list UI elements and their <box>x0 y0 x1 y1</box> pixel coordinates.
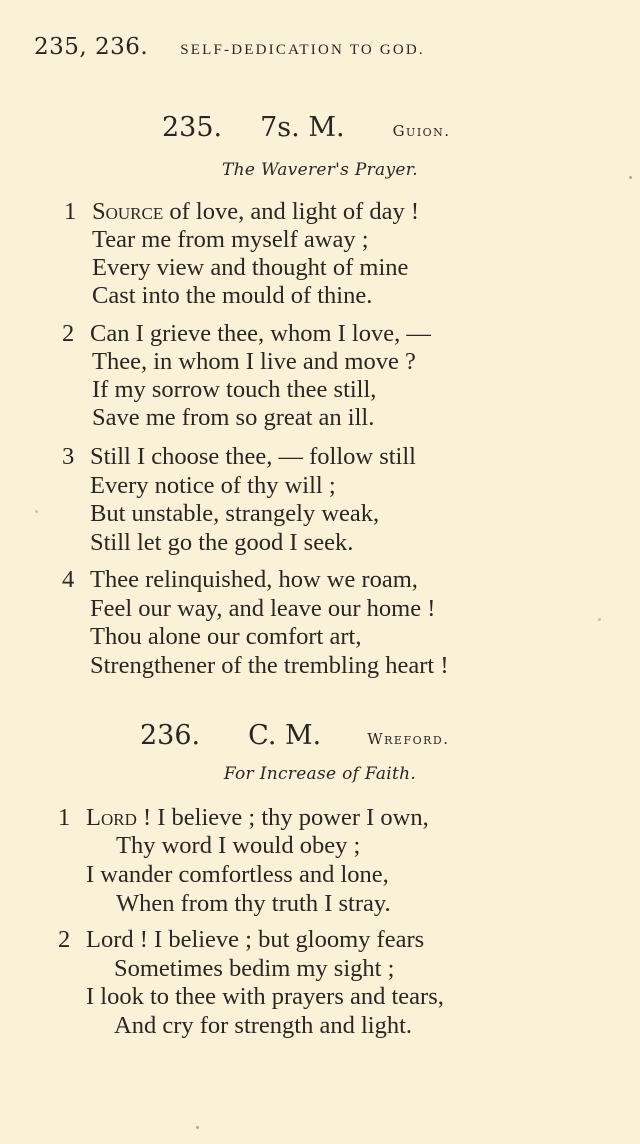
verse-line: Thou alone our comfort art, <box>90 623 362 650</box>
paper-speck <box>35 510 38 513</box>
verse-line: When from thy truth I stray. <box>116 890 391 917</box>
verse-number: 1 <box>64 198 77 225</box>
verse-line <box>92 198 419 225</box>
verse-line: Save me from so great an ill. <box>92 404 375 431</box>
verse-line: Can I grieve thee, whom I love, — <box>90 320 431 347</box>
verse-number: 2 <box>62 320 75 347</box>
running-head <box>34 34 600 60</box>
verse-line: And cry for strength and light. <box>114 1012 413 1039</box>
verse-line: I look to thee with prayers and tears, <box>86 983 444 1010</box>
verse-line: Thee, in whom I live and move ? <box>92 348 416 375</box>
hymn-meter: 7s. M. <box>260 112 345 143</box>
verse-line: Thee relinquished, how we roam, <box>90 566 418 593</box>
verse-line: But unstable, strangely weak, <box>90 500 380 527</box>
hymn-236-subtitle: For Increase of Faith. <box>223 764 417 784</box>
verse-number: 3 <box>62 443 75 470</box>
paper-speck <box>629 176 632 179</box>
verse-line <box>86 804 429 831</box>
hymn-235-subtitle: The Waverer's Prayer. <box>222 160 418 180</box>
hymn-tune: Wreford. <box>367 730 450 748</box>
verse-number: 1 <box>58 804 71 831</box>
verse-number: 2 <box>58 926 71 953</box>
verse-line: If my sorrow touch thee still, <box>92 376 377 403</box>
paper-speck <box>598 618 601 621</box>
verse-line: Sometimes bedim my sight ; <box>114 955 395 982</box>
verse-line: Feel our way, and leave our home ! <box>90 595 436 622</box>
verse-line: Strengthener of the trembling heart ! <box>90 652 449 679</box>
hymn-number: 236. <box>140 720 201 751</box>
hymn-number: 235. <box>162 112 223 143</box>
hymn-235-header <box>162 112 451 143</box>
verse-line: Lord ! I believe ; but gloomy fears <box>86 926 425 953</box>
verse-line: Still let go the good I seek. <box>90 529 354 556</box>
first-line-rest: ! I believe ; thy power I own, <box>136 804 429 831</box>
verse-line: Every view and thought of mine <box>92 254 409 281</box>
verse-line: Cast into the mould of thine. <box>92 282 373 309</box>
verse-line: Every notice of thy will ; <box>90 472 336 499</box>
hymn-meter: C. M. <box>248 720 322 751</box>
running-head-numbers: 235, 236. <box>34 34 149 60</box>
first-word: Source <box>92 198 164 225</box>
verse-line: Thy word I would obey ; <box>116 832 361 859</box>
hymn-236-header <box>140 720 449 751</box>
first-line-rest: of love, and light of day ! <box>163 198 420 225</box>
paper-speck <box>196 1126 199 1129</box>
running-head-title: SELF-DEDICATION TO GOD. <box>180 42 425 58</box>
verse-line: I wander comfortless and lone, <box>86 861 389 888</box>
hymn-tune: Guion. <box>392 122 451 140</box>
verse-line: Tear me from myself away ; <box>92 226 369 253</box>
verse-number: 4 <box>62 566 75 593</box>
first-word: Lord <box>86 804 137 831</box>
verse-line: Still I choose thee, — follow still <box>90 443 416 470</box>
